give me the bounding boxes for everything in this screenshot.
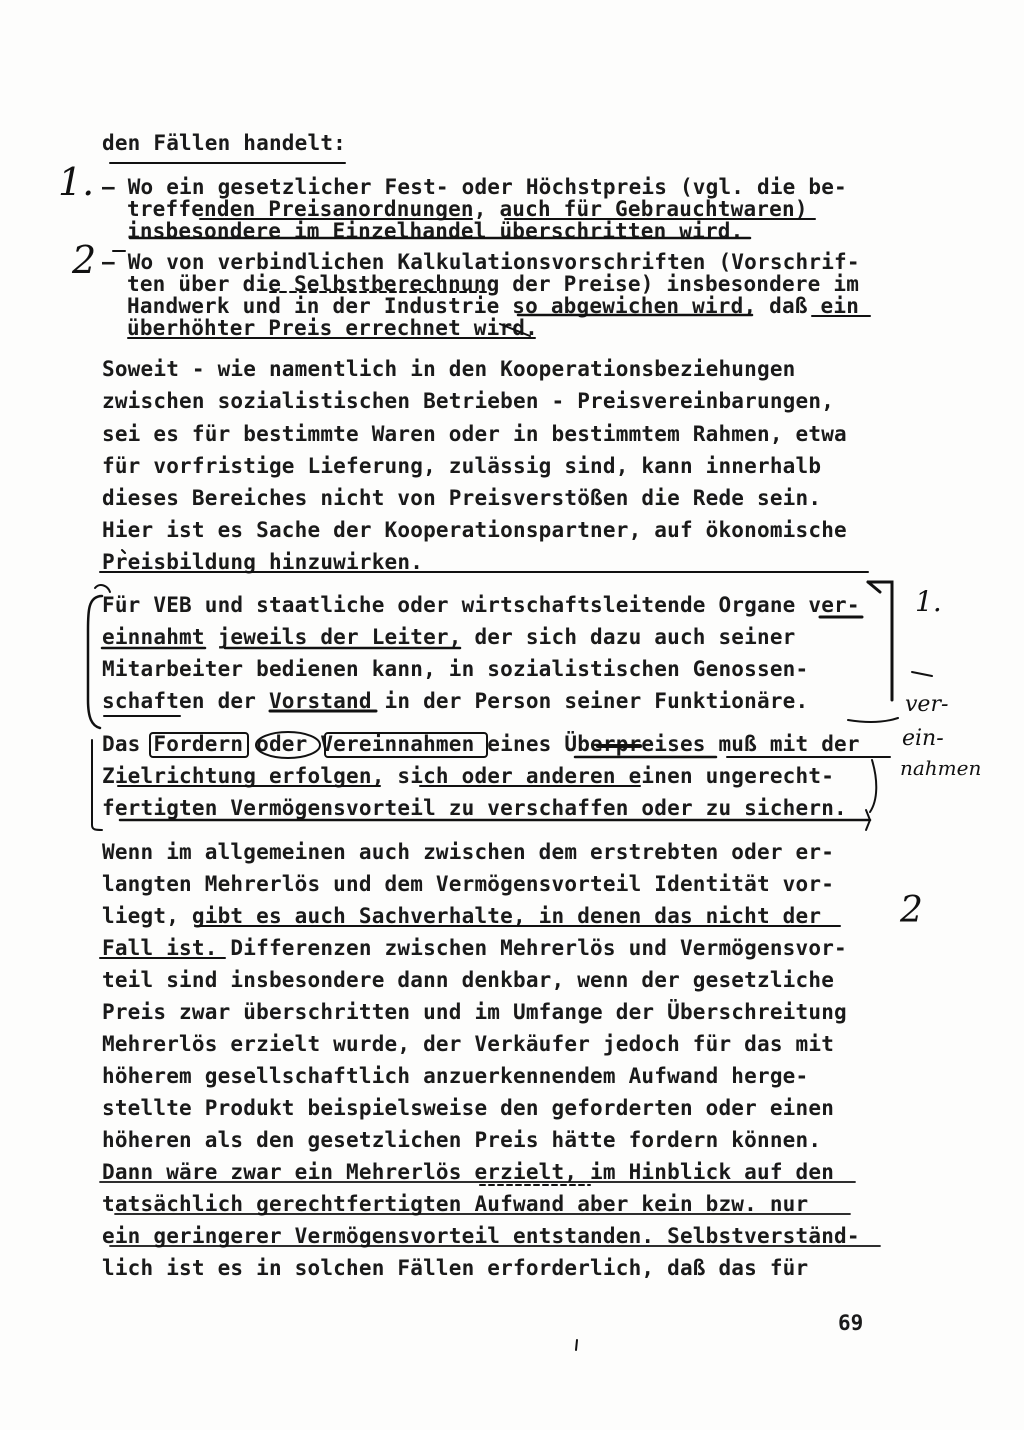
list-item-2-line: überhöhter Preis errechnet wird. [127,316,538,340]
paragraph-3-line: Das Fordern oder Vereinnahmen eines Überpreises muß mit der [102,732,860,756]
list-item-2-line: ten über die Selbstberechnung der Preise) insbesondere im [127,272,860,296]
handwritten-note-line: ein- [902,726,944,751]
paragraph-4-line: ein geringerer Vermögensvorteil entstanden. Selbstverständ- [102,1224,860,1248]
handwritten-note-line: ver- [905,692,949,717]
list-item-2-line: Handwerk und in der Industrie so abgewichen wird, daß ein [127,294,860,318]
paragraph-3-line: Zielrichtung erfolgen, sich oder anderen einen ungerecht- [102,764,835,788]
paragraph-4-line: Dann wäre zwar ein Mehrerlös erzielt, im Hinblick auf den [102,1160,835,1184]
paragraph-3-line: fertigten Vermögensvorteil zu verschaffen oder zu sichern. [102,796,847,820]
paragraph-4-line: langten Mehrerlös und dem Vermögensvorteil Identität vor- [102,872,835,896]
handwritten-note-line: nahmen [900,756,982,780]
list-item-2-line: – Wo von verbindlichen Kalkulationsvorschriften (Vorschrif- [102,250,860,274]
paragraph-4-line: Fall ist. Differenzen zwischen Mehrerlös und Vermögensvor- [102,936,847,960]
paragraph-4-line: tatsächlich gerechtfertigten Aufwand aber kein bzw. nur [102,1192,809,1216]
page-number: 69 [838,1311,864,1335]
paragraph-2-line: schaften der Vorstand in der Person seiner Funktionäre. [102,689,809,713]
paragraph-2-line: Mitarbeiter bedienen kann, in sozialistischen Genossen- [102,657,809,681]
paragraph-4-line: Mehrerlös erzielt wurde, der Verkäufer jedoch für das mit [102,1032,835,1056]
paragraph-1-line: Soweit - wie namentlich in den Kooperationsbeziehungen [102,357,796,381]
paragraph-4-line: höherem gesellschaftlich anzuerkennendem Aufwand herge- [102,1064,809,1088]
handwritten-number-2-right: 2 [900,890,923,931]
paragraph-4-line: liegt, gibt es auch Sachverhalte, in denen das nicht der [102,904,822,928]
paragraph-1-line: zwischen sozialistischen Betrieben - Preisvereinbarungen, [102,389,835,413]
paragraph-2-line: Für VEB und staatliche oder wirtschaftsleitende Organe ver- [102,593,860,617]
paragraph-4-line: stellte Produkt beispielsweise den geforderten oder einen [102,1096,835,1120]
handwritten-number-1-right: 1. [915,585,942,618]
paragraph-2-line: einnahmt jeweils der Leiter, der sich dazu auch seiner [102,625,796,649]
list-item-1-line: insbesondere im Einzelhandel überschritten wird. [127,219,744,243]
list-item-1-line: – Wo ein gesetzlicher Fest- oder Höchstpreis (vgl. die be- [102,175,847,199]
paragraph-1-line: für vorfristige Lieferung, zulässig sind, kann innerhalb [102,454,822,478]
paragraph-4-line: lich ist es in solchen Fällen erforderlich, daß das für [102,1256,809,1280]
handwritten-number-2: 2 [72,238,97,282]
paragraph-4-line: höheren als den gesetzlichen Preis hätte fordern können. [102,1128,822,1152]
paragraph-1-line: Hier ist es Sache der Kooperationspartner, auf ökonomische [102,518,847,542]
paragraph-4-line: Preis zwar überschritten und im Umfange der Überschreitung [102,1000,847,1024]
paragraph-4-line: Wenn im allgemeinen auch zwischen dem erstrebten oder er- [102,840,835,864]
paragraph-1-line: Preisbildung hinzuwirken. [102,550,424,574]
intro-line: den Fällen handelt: [102,131,347,155]
handwritten-number-1: 1. [58,160,95,204]
list-item-1-line: treffenden Preisanordnungen, auch für Gebrauchtwaren) [127,197,808,221]
paragraph-1-line: dieses Bereiches nicht von Preisverstößen die Rede sein. [102,486,822,510]
paragraph-4-line: teil sind insbesondere dann denkbar, wenn der gesetzliche [102,968,835,992]
paragraph-1-line: sei es für bestimmte Waren oder in bestimmtem Rahmen, etwa [102,422,847,446]
